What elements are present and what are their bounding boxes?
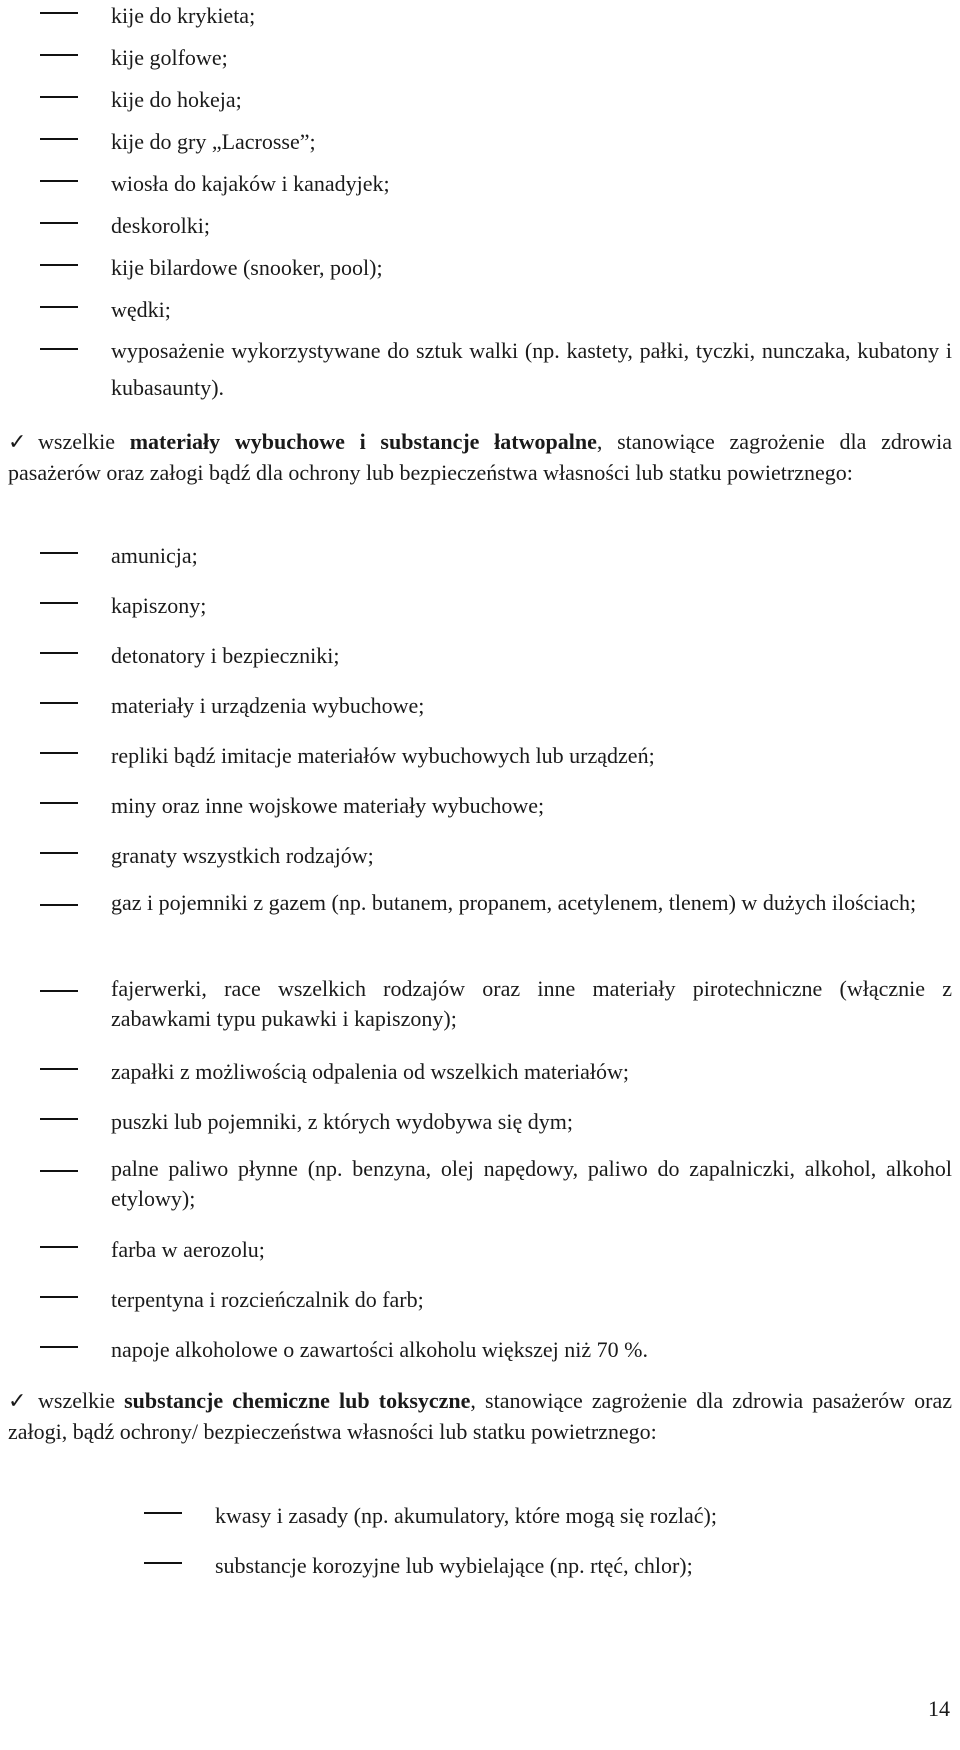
dash-icon xyxy=(40,904,78,906)
dash-icon xyxy=(40,348,78,350)
dash-icon xyxy=(40,702,78,704)
dash-icon xyxy=(40,306,78,308)
dash-icon xyxy=(40,1068,78,1070)
dash-icon xyxy=(40,652,78,654)
explosives-paragraph: ✓ wszelkie materiały wybuchowe i substancje łatwopalne, stanowiące zagrożenie dla zdrowia pasażerów oraz załogi bądź dla ochrony lub bezpieczeństwa własności lub statku powietrznego: xyxy=(8,429,952,485)
dash-icon xyxy=(144,1562,182,1564)
checkmark-icon: ✓ xyxy=(8,430,27,455)
dash-icon xyxy=(40,54,78,56)
chemicals-heading: substancje chemiczne lub toksyczne xyxy=(124,1388,471,1413)
checkmark-icon: ✓ xyxy=(8,1389,27,1414)
dash-icon xyxy=(40,1118,78,1120)
dash-icon xyxy=(40,802,78,804)
dash-icon xyxy=(40,602,78,604)
dash-icon xyxy=(40,180,78,182)
dash-icon xyxy=(40,264,78,266)
page-number: 14 xyxy=(928,1696,950,1721)
chemicals-paragraph: ✓ wszelkie substancje chemiczne lub toksyczne, stanowiące zagrożenie dla zdrowia pasażerów oraz załogi, bądź ochrony/ bezpieczeństwa własności lub statku powietrznego: xyxy=(8,1388,953,1444)
dash-icon xyxy=(40,752,78,754)
dash-icon xyxy=(40,1170,78,1172)
dash-icon xyxy=(40,12,78,14)
dash-icon xyxy=(40,852,78,854)
explosives-heading: materiały wybuchowe i substancje łatwopalne xyxy=(129,429,597,454)
dash-icon xyxy=(40,1296,78,1298)
dash-icon xyxy=(40,552,78,554)
dash-icon xyxy=(40,1346,78,1348)
dash-icon xyxy=(40,222,78,224)
dash-icon xyxy=(40,990,78,992)
dash-icon xyxy=(40,96,78,98)
dash-icon xyxy=(144,1512,182,1514)
dash-icon xyxy=(40,1246,78,1248)
dash-icon xyxy=(40,138,78,140)
